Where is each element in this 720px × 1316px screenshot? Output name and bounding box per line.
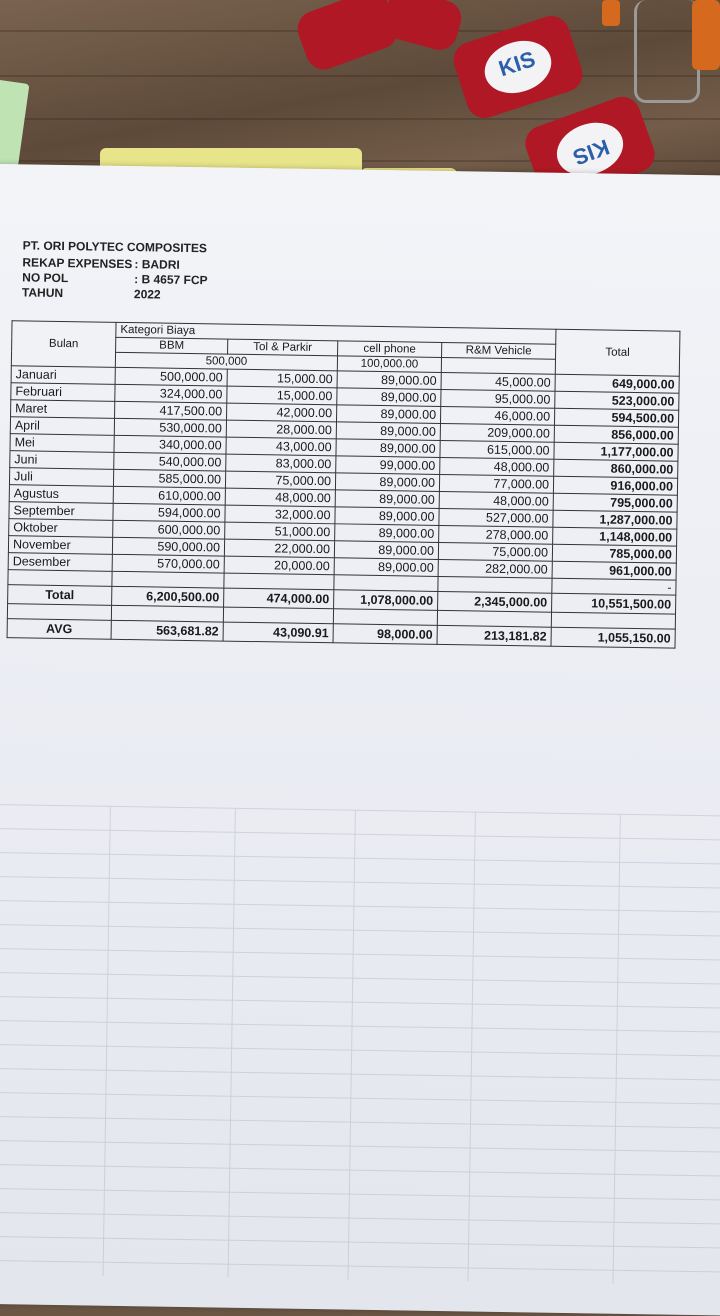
bbm-cell: 600,000.00: [113, 520, 225, 539]
ghost-line: [103, 806, 111, 1276]
bbm-cell: 590,000.00: [112, 537, 224, 556]
ghost-line: [0, 1164, 720, 1177]
tol-cell: 75,000.00: [225, 471, 335, 490]
rm-cell: 48,000.00: [440, 457, 554, 476]
dash-cell: -: [552, 578, 676, 595]
budget-phone: 100,000.00: [337, 356, 441, 373]
ghost-line: [0, 1236, 720, 1249]
header-total: Total: [555, 329, 680, 376]
ghost-line: [0, 1140, 720, 1153]
tol-cell: 28,000.00: [226, 420, 336, 439]
budget-bbm: 500,000: [115, 352, 337, 370]
month-cell: November: [8, 536, 112, 555]
row-total-cell: 795,000.00: [553, 493, 677, 512]
table-cell: [334, 575, 438, 592]
month-cell: Januari: [11, 366, 115, 385]
row-total-cell: 523,000.00: [555, 391, 679, 410]
table-cell: [112, 571, 224, 588]
table-cell: [223, 607, 333, 624]
bbm-cell: 530,000.00: [114, 418, 226, 437]
paper-clip: [634, 0, 700, 103]
bbm-cell: 610,000.00: [113, 486, 225, 505]
bbm-cell: 585,000.00: [113, 469, 225, 488]
row-total-cell: 785,000.00: [552, 544, 676, 563]
bbm-cell: 417,500.00: [115, 401, 227, 420]
phone-cell: 89,000.00: [337, 388, 441, 407]
table-cell: [437, 610, 551, 627]
expense-table: [7, 320, 681, 648]
wood-grain: [0, 75, 720, 77]
table-cell: [438, 576, 552, 593]
field-value: : BADRI: [134, 257, 180, 272]
month-cell: September: [9, 502, 113, 521]
ghost-line: [228, 808, 236, 1278]
tol-cell: 43,000.00: [226, 437, 336, 456]
orange-clip-small: [602, 0, 620, 26]
total-grand: 10,551,500.00: [552, 593, 676, 614]
total-tol: 474,000.00: [224, 588, 334, 609]
bbm-cell: 500,000.00: [115, 367, 227, 386]
month-cell: Mei: [10, 434, 114, 453]
header-bbm: BBM: [116, 337, 228, 354]
month-cell: Agustus: [9, 485, 113, 504]
avg-label: AVG: [7, 619, 111, 640]
phone-cell: 89,000.00: [335, 507, 439, 526]
phone-cell: 89,000.00: [334, 558, 438, 577]
avg-tol: 43,090.91: [223, 622, 333, 643]
field-label: TAHUN: [21, 285, 64, 301]
total-phone: 1,078,000.00: [334, 590, 438, 611]
ghost-line: [0, 1212, 720, 1225]
ghost-line: [0, 828, 720, 841]
rm-cell: 527,000.00: [439, 508, 553, 527]
phone-cell: 89,000.00: [337, 371, 441, 390]
header-phone: cell phone: [338, 341, 442, 358]
row-total-cell: 856,000.00: [554, 425, 678, 444]
field-value: : B 4657 FCP: [134, 272, 208, 288]
phone-cell: 89,000.00: [335, 473, 439, 492]
field-label: NO POL: [22, 270, 69, 286]
ghost-line: [612, 814, 620, 1284]
rm-cell: 46,000.00: [440, 406, 554, 425]
tol-cell: 15,000.00: [227, 386, 337, 405]
avg-rm: 213,181.82: [437, 625, 551, 646]
tol-cell: 48,000.00: [225, 488, 335, 507]
month-cell: Desember: [8, 553, 112, 572]
table-cell: [8, 570, 112, 587]
table-cell: [7, 604, 111, 621]
header-field: [22, 285, 208, 303]
row-total-cell: 916,000.00: [553, 476, 677, 495]
rm-cell: 75,000.00: [438, 542, 552, 561]
rm-cell: 48,000.00: [439, 491, 553, 510]
bbm-cell: 340,000.00: [114, 435, 226, 454]
total-bbm: 6,200,500.00: [112, 586, 224, 607]
rm-cell: 282,000.00: [438, 559, 552, 578]
rm-cell: 45,000.00: [441, 372, 555, 391]
total-rm: 2,345,000.00: [438, 591, 552, 612]
bbm-cell: 594,000.00: [113, 503, 225, 522]
bbm-cell: 570,000.00: [112, 554, 224, 573]
phone-cell: 89,000.00: [336, 439, 440, 458]
paper-sheet: [0, 164, 720, 1316]
phone-cell: 89,000.00: [336, 405, 440, 424]
month-cell: April: [10, 417, 114, 436]
ghost-line: [0, 1092, 720, 1105]
table-body: [8, 366, 679, 580]
bbm-cell: 324,000.00: [115, 384, 227, 403]
rm-cell: 95,000.00: [441, 389, 555, 408]
row-total-cell: 1,287,000.00: [553, 510, 677, 529]
candy-label: KIS: [478, 33, 557, 101]
avg-bbm: 563,681.82: [111, 620, 223, 641]
tol-cell: 20,000.00: [224, 556, 334, 575]
phone-cell: 89,000.00: [335, 524, 439, 543]
ghost-line: [0, 1188, 720, 1201]
ghost-line: [0, 996, 720, 1009]
rm-cell: 615,000.00: [440, 440, 554, 459]
rm-cell: 278,000.00: [439, 525, 553, 544]
month-cell: Maret: [11, 400, 115, 419]
tol-cell: 83,000.00: [226, 454, 336, 473]
field-value: 2022: [133, 287, 161, 302]
tol-cell: 15,000.00: [227, 369, 337, 388]
phone-cell: 89,000.00: [336, 422, 440, 441]
row-total-cell: 1,177,000.00: [554, 442, 678, 461]
table-cell: [333, 609, 437, 626]
month-cell: Juni: [10, 451, 114, 470]
tol-cell: 32,000.00: [225, 505, 335, 524]
ghost-line: [0, 804, 720, 817]
tol-cell: 22,000.00: [224, 539, 334, 558]
ghost-line: [0, 1020, 720, 1033]
phone-cell: 99,000.00: [336, 456, 440, 475]
row-total-cell: 649,000.00: [555, 374, 679, 393]
ghost-line: [468, 812, 476, 1282]
avg-phone: 98,000.00: [333, 624, 437, 645]
month-cell: Juli: [9, 468, 113, 487]
ghost-line: [348, 810, 356, 1280]
row-total-cell: 594,500.00: [554, 408, 678, 427]
total-label: Total: [8, 585, 112, 606]
header-rm: R&M Vehicle: [442, 342, 556, 359]
orange-clip: [692, 0, 720, 70]
ghost-line: [0, 1068, 720, 1081]
rm-cell: 77,000.00: [439, 474, 553, 493]
row-total-cell: 1,148,000.00: [553, 527, 677, 546]
ghost-line: [0, 1044, 720, 1057]
header-kategori: Kategori Biaya: [116, 322, 556, 344]
row-total-cell: 961,000.00: [552, 561, 676, 580]
phone-cell: 89,000.00: [335, 490, 439, 509]
document-header: [22, 238, 208, 303]
candy-label: KIS: [550, 114, 630, 184]
phone-cell: 89,000.00: [334, 541, 438, 560]
avg-grand: 1,055,150.00: [551, 627, 675, 648]
table-cell: [111, 605, 223, 622]
header-bulan: Bulan: [11, 321, 116, 368]
table-cell: [224, 573, 334, 590]
tol-cell: 42,000.00: [227, 403, 337, 422]
header-tol: Tol & Parkir: [228, 339, 338, 356]
ghost-line: [0, 852, 720, 865]
bleed-through-grid: [0, 804, 720, 1286]
tol-cell: 51,000.00: [225, 522, 335, 541]
row-total-cell: 860,000.00: [554, 459, 678, 478]
ghost-line: [0, 1116, 720, 1129]
company-name: PT. ORI POLYTEC COMPOSITES: [22, 238, 208, 256]
budget-empty: [441, 357, 555, 374]
field-label: REKAP EXPENSES: [22, 255, 133, 272]
bbm-cell: 540,000.00: [114, 452, 226, 471]
month-cell: Februari: [11, 383, 115, 402]
rm-cell: 209,000.00: [440, 423, 554, 442]
month-cell: Oktober: [9, 519, 113, 538]
